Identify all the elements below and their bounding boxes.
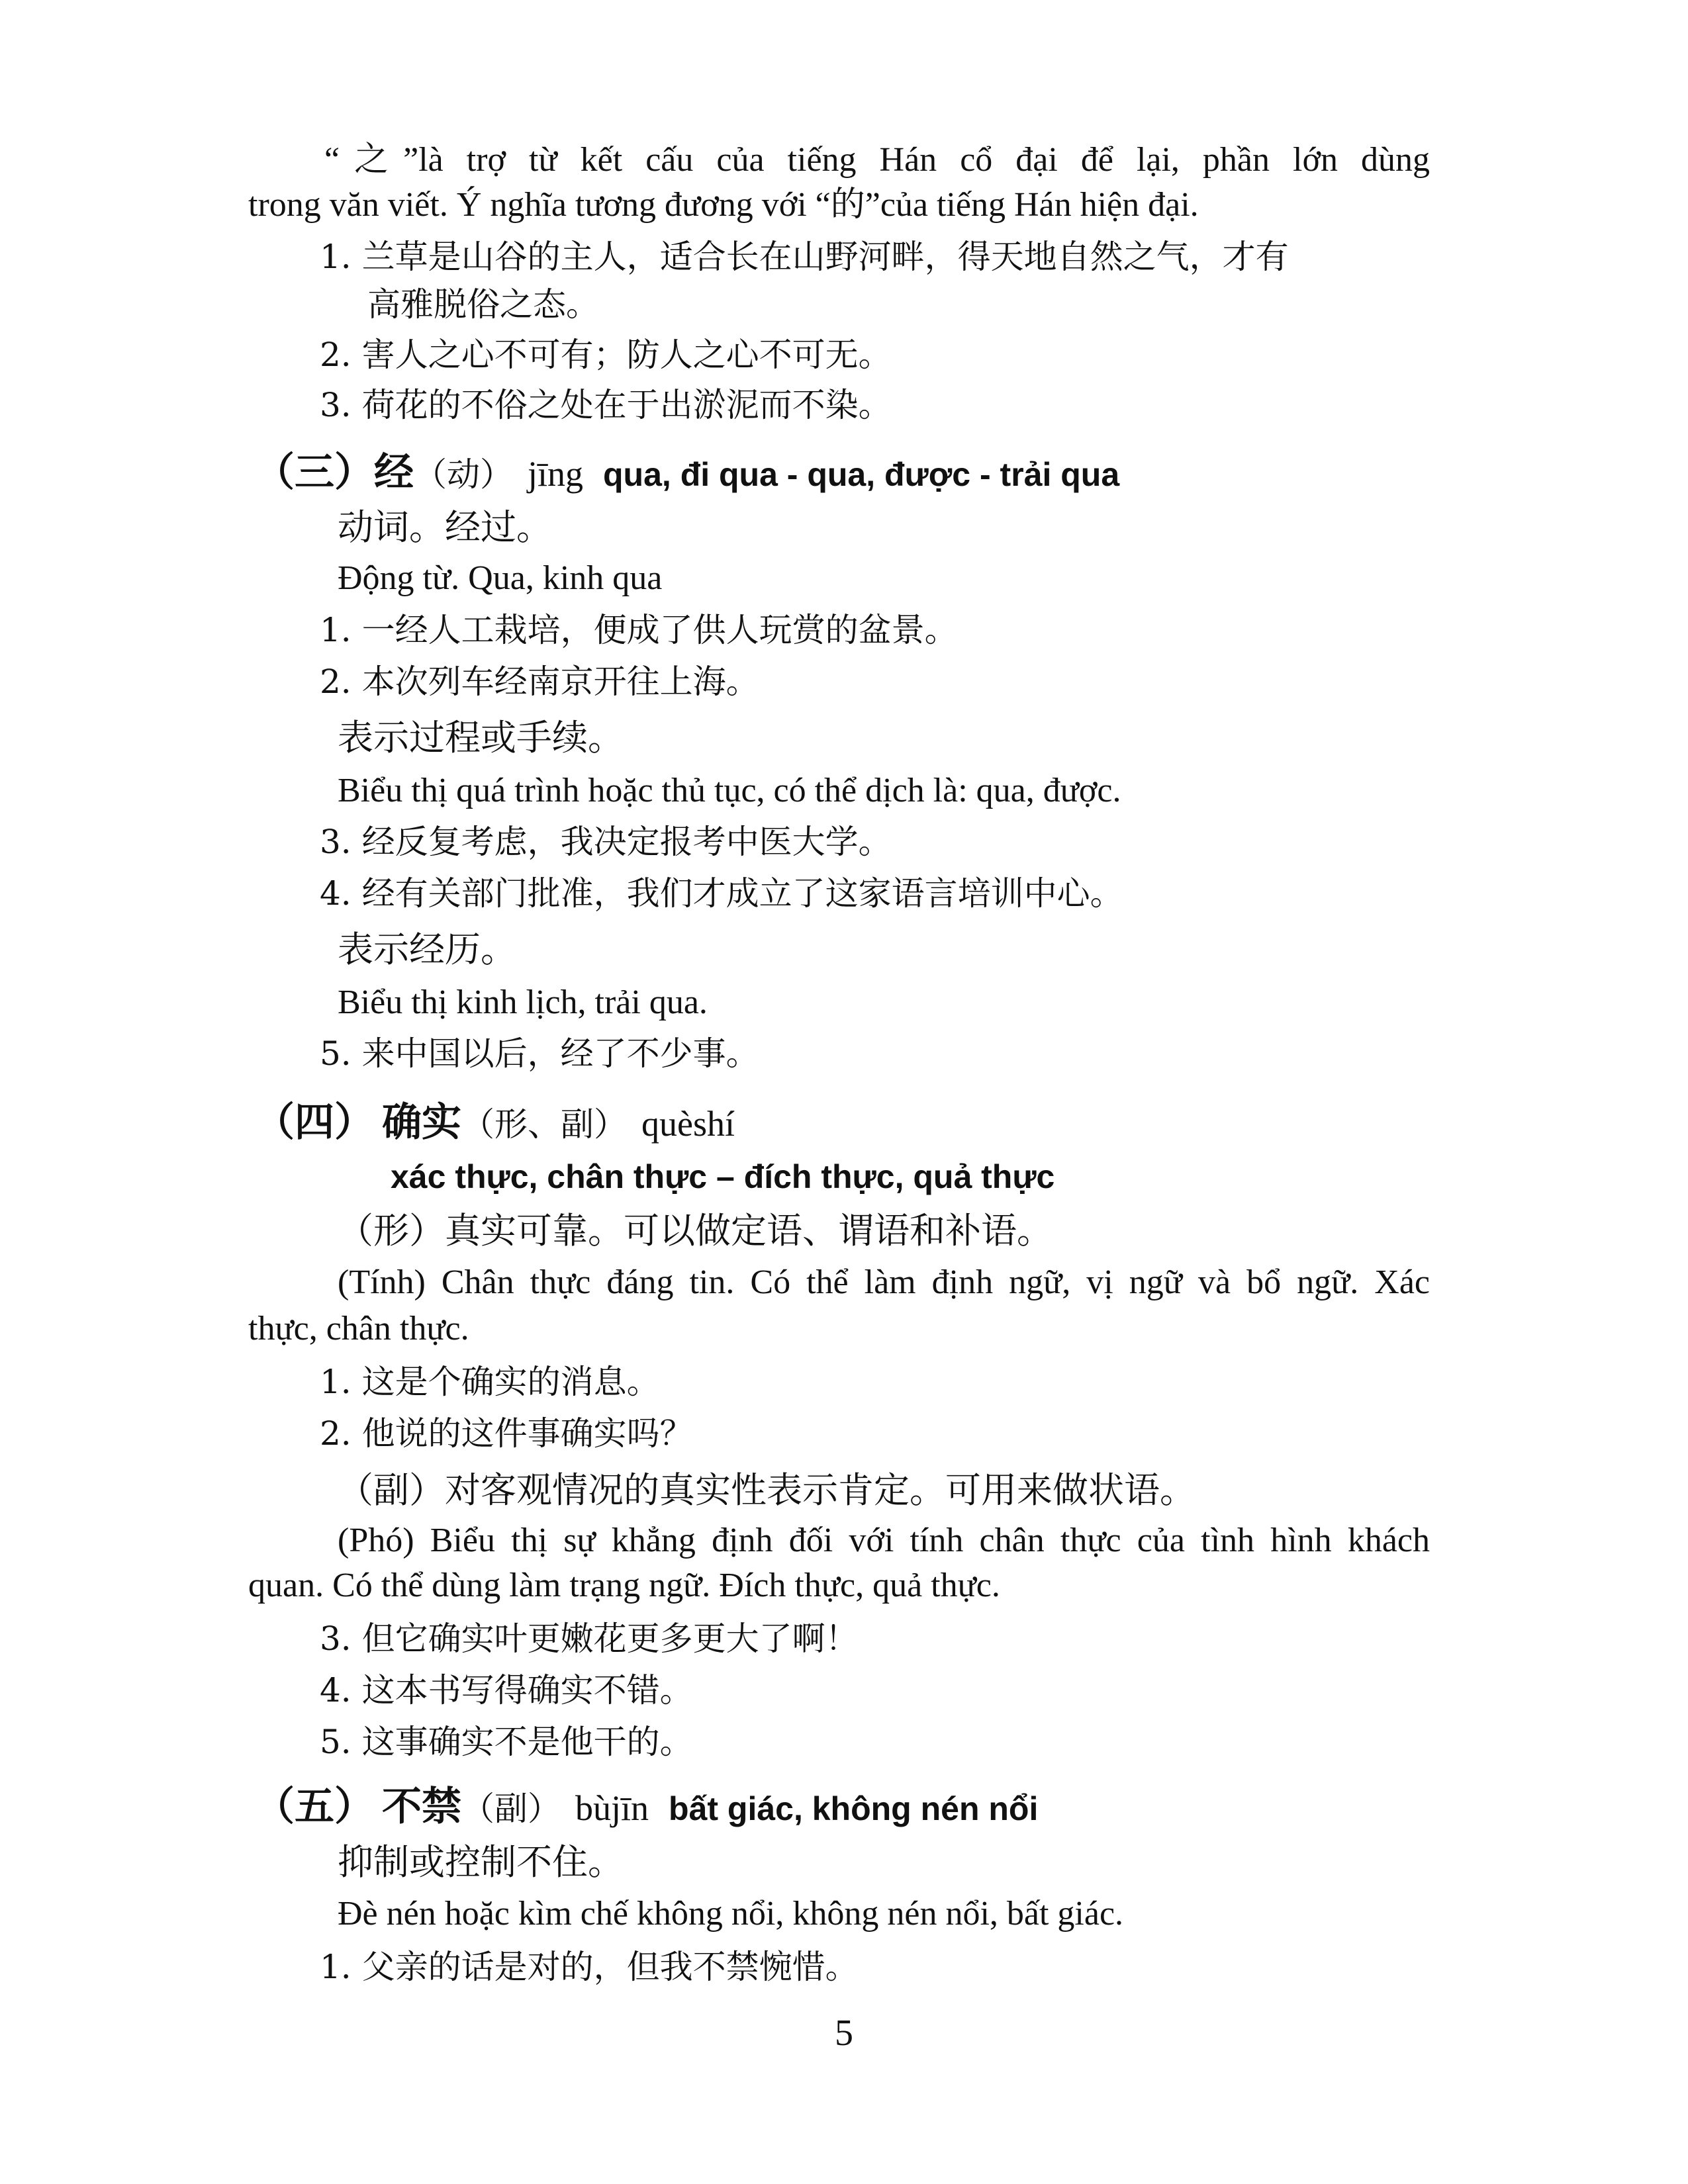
paragraph-line: trong văn viết. Ý nghĩa tương đương với “的”của tiếng Hán hiện đại.: [248, 186, 1199, 224]
section-number: （四）: [255, 1099, 374, 1146]
pinyin: bùjīn: [575, 1788, 649, 1828]
example-sentence: 1. 兰草是山谷的主人，适合长在山野河畔，得天地自然之气，才有: [320, 238, 1289, 276]
example-sentence: 1. 这是个确实的消息。: [320, 1363, 660, 1401]
example-sentence: 高雅脱俗之态。: [367, 285, 599, 324]
definition-vi: Biểu thị quá trình hoặc thủ tục, có thể dịch là: qua, được.: [338, 772, 1121, 809]
pinyin: jīng: [528, 454, 584, 494]
definition-zh: 动词。经过。: [338, 506, 552, 548]
definition-vi: Biểu thị kinh lịch, trải qua.: [338, 983, 708, 1021]
definition-vi: Đè nén hoặc kìm chế không nổi, không nén nổi, bất giác.: [338, 1895, 1124, 1933]
section-heading: [255, 1783, 1038, 1833]
definition-vi: (Tính) Chân thực đáng tin. Có thể làm định ngữ, vị ngữ và bổ ngữ. Xác: [338, 1263, 1430, 1301]
vietnamese-gloss: xác thực, chân thực – đích thực, quả thực: [391, 1158, 1055, 1195]
definition-zh: 表示过程或手续。: [338, 717, 624, 758]
definition-zh: （形）真实可靠。可以做定语、谓语和补语。: [338, 1210, 1053, 1251]
example-sentence: 3. 荷花的不俗之处在于出淤泥而不染。: [320, 386, 892, 424]
example-sentence: 4. 这本书写得确实不错。: [320, 1671, 693, 1709]
example-sentence: 2. 害人之心不可有；防人之心不可无。: [320, 336, 892, 374]
section-heading: [255, 449, 1119, 498]
definition-vi: (Phó) Biểu thị sự khẳng định đối với tính chân thực của tình hình khách: [338, 1522, 1430, 1559]
example-sentence: 5. 来中国以后，经了不少事。: [320, 1034, 759, 1073]
headword: 确实: [382, 1099, 461, 1146]
headword: 经: [374, 449, 414, 496]
pinyin: quèshí: [641, 1104, 735, 1144]
vietnamese-gloss: bất giác, không nén nổi: [669, 1790, 1039, 1827]
example-sentence: 4. 经有关部门批准，我们才成立了这家语言培训中心。: [320, 874, 1123, 913]
page-number: 5: [835, 2013, 853, 2054]
example-sentence: 3. 经反复考虑，我决定报考中医大学。: [320, 823, 892, 861]
example-sentence: 5. 这事确实不是他干的。: [320, 1723, 693, 1761]
section-number: （三）: [255, 449, 374, 496]
section-heading: [255, 1099, 735, 1148]
headword: 不禁: [382, 1784, 461, 1830]
definition-zh: 表示经历。: [338, 929, 516, 970]
definition-vi: thực, chân thực.: [248, 1310, 469, 1347]
example-sentence: 2. 他说的这件事确实吗？: [320, 1414, 693, 1453]
paragraph-line: “之”là trợ từ kết cấu của tiếng Hán cổ đại để lại, phần lớn dùng: [324, 141, 1430, 179]
example-sentence: 1. 一经人工栽培，便成了供人玩赏的盆景。: [320, 611, 958, 649]
example-sentence: 1. 父亲的话是对的，但我不禁惋惜。: [320, 1948, 859, 1986]
example-sentence: 2. 本次列车经南京开往上海。: [320, 662, 759, 701]
definition-zh: 抑制或控制不住。: [338, 1841, 624, 1883]
definition-zh: （副）对客观情况的真实性表示肯定。可用来做状语。: [338, 1469, 1196, 1511]
example-sentence: 3. 但它确实叶更嫩花更多更大了啊！: [320, 1619, 859, 1658]
definition-vi: Động từ. Qua, kinh qua: [338, 559, 663, 597]
part-of-speech: （动）: [414, 455, 513, 494]
section-number: （五）: [255, 1784, 374, 1830]
vietnamese-gloss: qua, đi qua - qua, được - trải qua: [603, 456, 1120, 493]
definition-vi: quan. Có thể dùng làm trạng ngữ. Đích thực, quả thực.: [248, 1567, 1000, 1604]
part-of-speech: （形、副）: [461, 1105, 627, 1144]
part-of-speech: （副）: [461, 1790, 561, 1828]
